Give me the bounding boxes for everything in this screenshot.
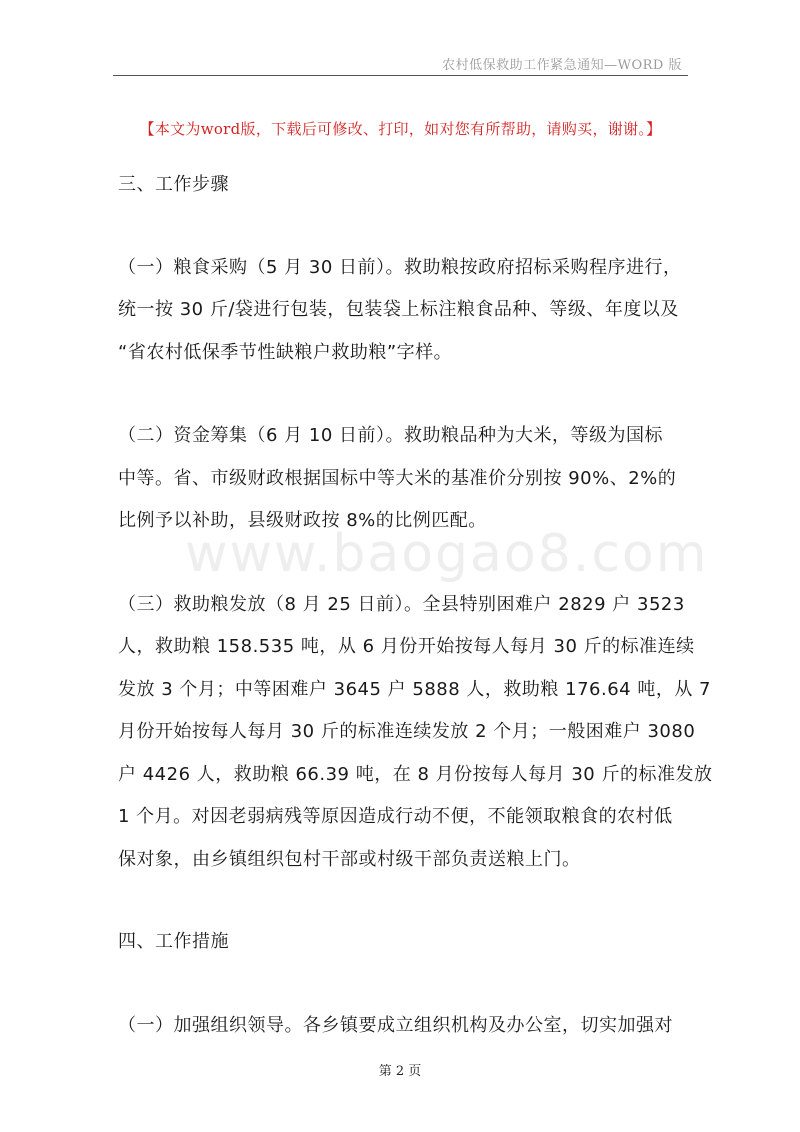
paragraph-line: （二）资金筹集（6 月 10 日前）。救助粮品种为大米，等级为国标	[118, 425, 664, 446]
page-number: 第 2 页	[378, 1064, 422, 1079]
header-rule	[113, 75, 688, 76]
purchase-notice: 【本文为word版，下载后可修改、打印，如对您有所帮助，请购买，谢谢。】	[139, 120, 662, 138]
paragraph-line: 发放 3 个月；中等困难户 3645 户 5888 人，救助粮 176.64 吨，从 7	[118, 679, 711, 700]
paragraph-line: （一）粮食采购（5 月 30 日前）。救助粮按政府招标采购程序进行，	[118, 257, 682, 278]
paragraph-line: 人，救助粮 158.535 吨，从 6 月份开始按每人每月 30 斤的标准连续	[118, 636, 695, 657]
paragraph-line: （一）加强组织领导。各乡镇要成立组织机构及办公室，切实加强对	[118, 1015, 673, 1036]
header-doc-title: 农村低保救助工作紧急通知—WORD 版	[442, 58, 682, 73]
paragraph-line: 比例予以补助，县级财政按 8%的比例匹配。	[118, 510, 487, 531]
paragraph-line: 月份开始按每人每月 30 斤的标准连续发放 2 个月；一般困难户 3080	[118, 721, 696, 742]
paragraph-line: 户 4426 人，救助粮 66.39 吨，在 8 月份按每人每月 30 斤的标准发放	[118, 764, 713, 785]
paragraph-line: 1 个月。对因老弱病残等原因造成行动不便，不能领取粮食的农村低	[118, 806, 673, 827]
paragraph-line: 保对象，由乡镇组织包村干部或村级干部负责送粮上门。	[118, 849, 581, 870]
paragraph-line: 统一按 30 斤/袋进行包装，包装袋上标注粮食品种、等级、年度以及	[118, 299, 679, 320]
paragraph-line: “省农村低保季节性缺粮户救助粮”字样。	[118, 342, 453, 363]
section-heading-3: 三、工作步骤	[118, 174, 229, 195]
section-heading-4: 四、工作措施	[118, 931, 229, 952]
paragraph-line: 中等。省、市级财政根据国标中等大米的基准价分别按 90%、2%的	[118, 468, 677, 489]
watermark: www.baogao8.com	[185, 524, 709, 584]
paragraph-line: （三）救助粮发放（8 月 25 日前）。全县特别困难户 2829 户 3523	[118, 594, 685, 615]
